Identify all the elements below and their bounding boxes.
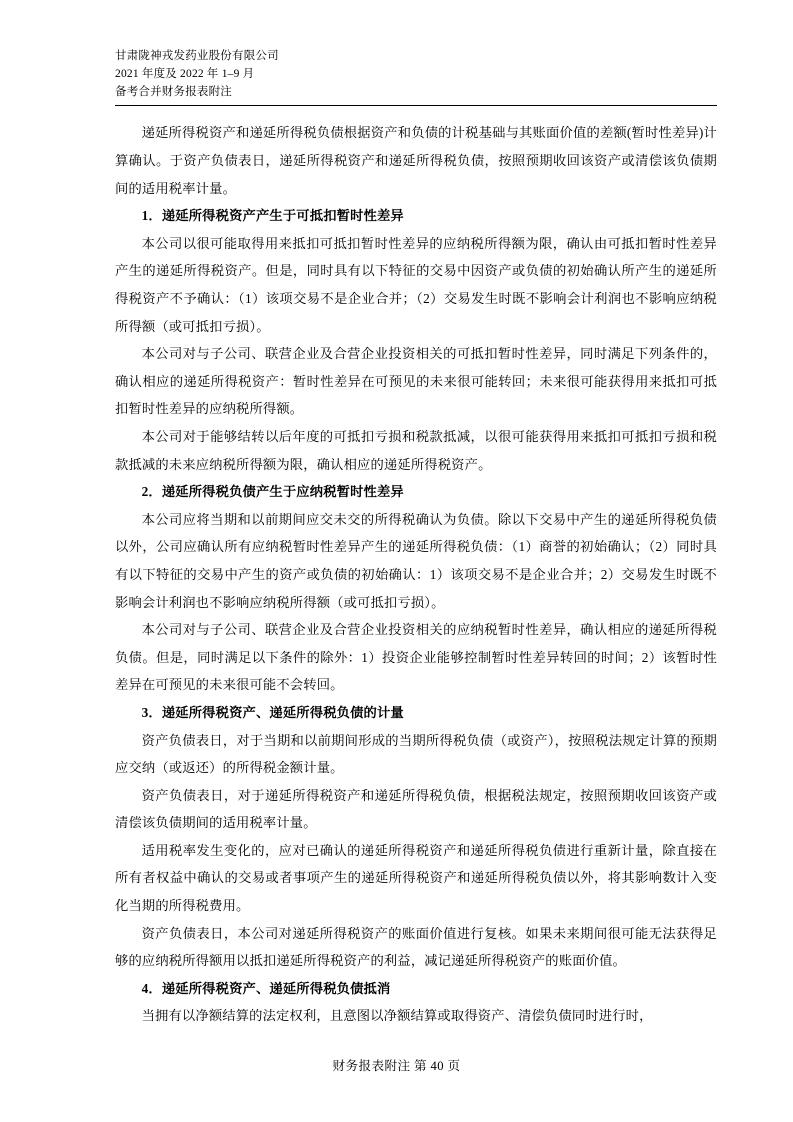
- header-divider: [115, 105, 717, 106]
- section-heading-3: 3．递延所得税资产、递延所得税负债的计量: [141, 704, 404, 720]
- page-header: [115, 48, 725, 101]
- body-paragraph: 本公司对与子公司、联营企业及合营企业投资相关的可抵扣暂时性差异，同时满足下列条件的，确认相应的递延所得税资产：暂时性差异在可预见的未来很可能转回；未来很可能获得用来抵扣可抵扣暂时性差异的应纳税所得额。: [115, 346, 717, 417]
- body-paragraph: 资产负债表日，本公司对递延所得税资产的账面价值进行复核。如果未来期间很可能无法获得足够的应纳税所得额用以抵扣递延所得税资产的利益，减记递延所得税资产的账面价值。: [115, 925, 717, 969]
- header-report-title: 备考合并财务报表附注: [115, 85, 232, 98]
- section-heading-1: 1．递延所得税资产产生于可抵扣暂时性差异: [141, 208, 404, 224]
- body-paragraph: 递延所得税资产和递延所得税负债根据资产和负债的计税基础与其账面价值的差额(暂时性差异)计算确认。于资产负债表日，递延所得税资产和递延所得税负债，按照预期收回该资产或清偿该负债期间的适用税率计量。: [115, 125, 717, 196]
- body-paragraph: 本公司对于能够结转以后年度的可抵扣亏损和税款抵减，以很可能获得用来抵扣可抵扣亏损和税款抵减的未来应纳税所得额为限，确认相应的递延所得税资产。: [115, 428, 717, 472]
- body-paragraph: 资产负债表日，对于当期和以前期间形成的当期所得税负债（或资产），按照税法规定计算的预期应交纳（或返还）的所得税金额计量。: [115, 732, 717, 776]
- section-heading-4: 4．递延所得税资产、递延所得税负债抵消: [141, 980, 391, 996]
- body-paragraph: 资产负债表日，对于递延所得税资产和递延所得税负债，根据税法规定，按照预期收回该资产或清偿该负债期间的适用税率计量。: [115, 787, 717, 831]
- header-company-name: 甘肃陇神戎发药业股份有限公司: [115, 50, 279, 62]
- body-paragraph: 适用税率发生变化的，应对已确认的递延所得税资产和递延所得税负债进行重新计量，除直接在所有者权益中确认的交易或者事项产生的递延所得税资产和递延所得税负债以外，将其影响数计入变化当期的所得税费用。: [115, 842, 717, 914]
- document-body: [115, 119, 717, 1030]
- body-paragraph: 本公司以很可能取得用来抵扣可抵扣暂时性差异的应纳税所得额为限，确认由可抵扣暂时性差异产生的递延所得税资产。但是，同时具有以下特征的交易中因资产或负债的初始确认所产生的递延所得税资产不予确认：（1）该项交易不是企业合并；（2）交易发生时既不影响会计利润也不影响应纳税所得额（或可抵扣亏损）。: [115, 235, 717, 334]
- body-paragraph: 本公司应将当期和以前期间应交未交的所得税确认为负债。除以下交易中产生的递延所得税负债以外，公司应确认所有应纳税暂时性差异产生的递延所得税负债：（1）商誉的初始确认；（2）同时具有以下特征的交易中产生的资产或负债的初始确认：1）该项交易不是企业合并；2）交易发生时既不影响会计利润也不影响应纳税所得额（或可抵扣亏损）。: [115, 511, 717, 610]
- section-heading-2: 2．递延所得税负债产生于应纳税暂时性差异: [141, 484, 404, 500]
- header-period: 2021 年度及 2022 年 1–9 月: [115, 67, 255, 80]
- page-footer: 财务报表附注 第 40 页: [332, 1059, 461, 1073]
- body-paragraph: 本公司对与子公司、联营企业及合营企业投资相关的应纳税暂时性差异，确认相应的递延所得税负债。但是，同时满足以下条件的除外：1）投资企业能够控制暂时性差异转回的时间；2）该暂时性差异在可预见的未来很可能不会转回。: [115, 622, 717, 693]
- body-paragraph: 当拥有以净额结算的法定权利，且意图以净额结算或取得资产、清偿负债同时进行时，: [141, 1008, 653, 1024]
